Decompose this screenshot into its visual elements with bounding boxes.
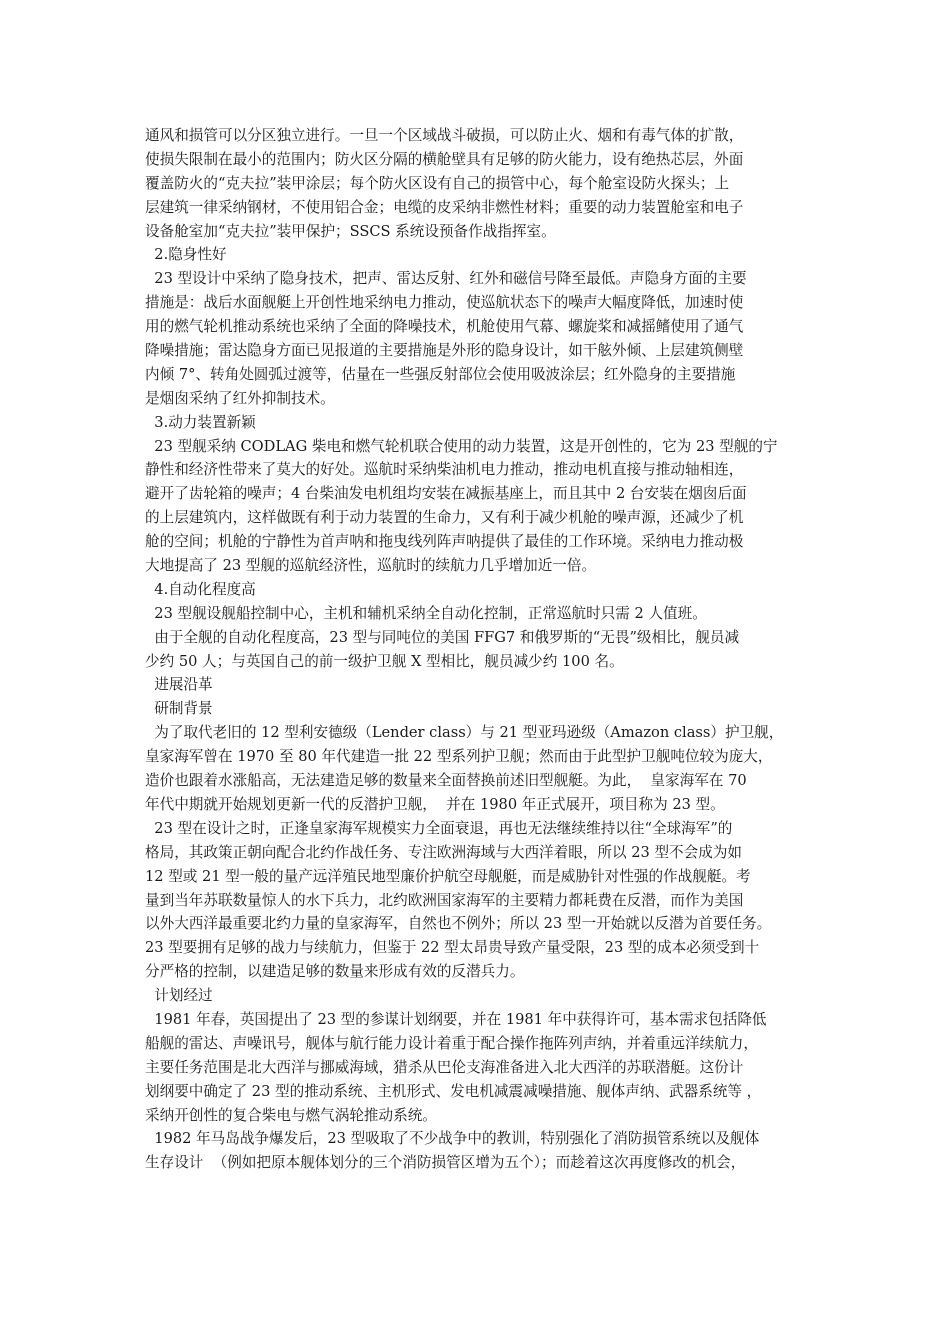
text-line: 层建筑一律采纳钢材，不使用铝合金；电缆的皮采纳非燃性材料；重要的动力装置舱室和电子	[145, 198, 744, 216]
text-line: 用的燃气轮机推动系统也采纳了全面的降噪技术，机舱使用气幕、螺旋桨和减摇鳍使用了通气	[145, 318, 744, 336]
text-line: 是烟囱采纳了红外抑制技术。	[145, 389, 335, 407]
text-line: 皇家海军曾在 1970 至 80 年代建造一批 22 型系列护卫舰；然而由于此型护卫舰吨位较为庞大，	[145, 748, 773, 766]
text-line: 少约 50 人；与英国自己的前一级护卫舰 X 型相比，舰员减少约 100 名。	[145, 652, 624, 670]
text-line: 23 型舰设舰船控制中心，主机和辅机采纳全自动化控制，正常巡航时只需 2 人值班。	[145, 604, 707, 622]
text-line: 年代中期就开始规划更新一代的反潜护卫舰， 并在 1980 年正式展开，项目称为 23 型。	[145, 795, 725, 813]
text-line: 使损失限制在最小的范围内；防火区分隔的横舱壁具有足够的防火能力，设有绝热芯层，外面	[145, 150, 744, 168]
text-line: 措施是：战后水面舰艇上开创性地采纳电力推动，使巡航状态下的噪声大幅度降低，加速时使	[145, 294, 744, 312]
text-line: 船舰的雷达、声噪讯号，舰体与航行能力设计着重于配合操作拖阵列声纳，并着重远洋续航力，	[145, 1034, 758, 1052]
text-line: 造价也跟着水涨船高，无法建造足够的数量来全面替换前述旧型舰艇。为此， 皇家海军在 70	[145, 772, 747, 790]
text-line: 大地提高了 23 型舰的巡航经济性，巡航时的续航力几乎增加近一倍。	[145, 557, 597, 575]
text-line: 23 型要拥有足够的战力与续航力，但鉴于 22 型太昂贵导致产量受限，23 型的成本必须受到十	[145, 939, 760, 957]
text-line: 量到当年苏联数量惊人的水下兵力，北约欧洲国家海军的主要精力都耗费在反潜，而作为美国	[145, 891, 744, 909]
text-line: 采纳开创性的复合柴电与燃气涡轮推动系统。	[145, 1106, 437, 1124]
text-line: 4.自动化程度高	[145, 580, 256, 598]
text-line: 分严格的控制，以建造足够的数量来形成有效的反潜兵力。	[145, 963, 525, 981]
text-line: 主要任务范围是北大西洋与挪威海域，猎杀从巴伦支海准备进入北大西洋的苏联潜艇。这份计	[145, 1058, 744, 1076]
text-line: 23 型设计中采纳了隐身技术，把声、雷达反射、红外和磁信号降至最低。声隐身方面的主要	[145, 270, 747, 288]
text-line: 进展沿革	[145, 676, 213, 694]
text-line: 避开了齿轮箱的噪声；4 台柴油发电机组均安装在减振基座上，而且其中 2 台安装在烟囱后面	[145, 485, 747, 503]
text-line: 计划经过	[145, 987, 213, 1005]
text-line: 2.隐身性好	[145, 246, 227, 264]
text-line: 研制背景	[145, 700, 213, 718]
text-line: 通风和损管可以分区独立进行。一旦一个区域战斗破损，可以防止火、烟和有毒气体的扩散，	[145, 127, 744, 144]
text-line: 覆盖防火的“克夫拉”装甲涂层；每个防火区设有自己的损管中心，每个舱室设防火探头；上	[145, 174, 730, 192]
text-line: 舱的空间；机舱的宁静性为首声呐和拖曳线列阵声呐提供了最佳的工作环境。采纳电力推动极	[145, 533, 744, 551]
text-line: 静性和经济性带来了莫大的好处。巡航时采纳柴油机电力推动，推动电机直接与推动轴相连，	[145, 461, 744, 479]
text-line: 23 型舰采纳 CODLAG 柴电和燃气轮机联合使用的动力装置，这是开创性的，它为 23 型舰的宁	[145, 437, 778, 455]
text-line: 生存设计 （例如把原本舰体划分的三个消防损管区增为五个）；而趁着这次再度修改的机会，	[145, 1154, 746, 1172]
text-line: 划纲要中确定了 23 型的推动系统、主机形式、发电机减震减噪措施、舰体声纳、武器系统等 ，	[145, 1082, 762, 1100]
text-line: 3.动力装置新颖	[145, 413, 256, 431]
text-line: 格局，其政策正朝向配合北约作战任务、专注欧洲海域与大西洋着眼，所以 23 型不会成为如	[145, 843, 743, 861]
text-line: 以外大西洋最重要北约力量的皇家海军，自然也不例外；所以 23 型一开始就以反潜为首要任务。	[145, 915, 772, 933]
text-line: 为了取代老旧的 12 型利安德级（Lender class）与 21 型亚玛逊级（Amazon class）护卫舰，	[145, 724, 784, 742]
text-line: 12 型或 21 型一般的量产远洋殖民地型廉价护航空母舰艇，而是威胁针对性强的作战舰艇。考	[145, 867, 751, 885]
text-line: 内倾 7°、转角处圆弧过渡等，估量在一些强反射部位会使用吸波涂层；红外隐身的主要措施	[145, 365, 736, 383]
text-line: 1981 年春，英国提出了 23 型的参谋计划纲要，并在 1981 年中获得许可，基本需求包括降低	[145, 1010, 767, 1028]
text-line: 23 型在设计之时，正逢皇家海军规模实力全面衰退，再也无法继续维持以往“全球海军”的	[145, 819, 733, 837]
text-line: 1982 年马岛战争爆发后，23 型吸取了不少战争中的教训，特别强化了消防损管系统以及舰体	[145, 1130, 760, 1148]
text-line: 设备舱室加“克夫拉”装甲保护；SSCS 系统设预备作战指挥室。	[145, 222, 556, 240]
text-line: 由于全舰的自动化程度高，23 型与同吨位的美国 FFG7 和俄罗斯的“无畏”级相比，舰员减	[145, 628, 740, 646]
text-line: 降噪措施；雷达隐身方面已见报道的主要措施是外形的隐身设计，如干舷外倾、上层建筑侧壁	[145, 342, 744, 360]
document-body	[145, 124, 813, 1175]
text-line: 的上层建筑内，这样做既有利于动力装置的生命力，又有利于减少机舱的噪声源，还减少了机	[145, 509, 744, 527]
